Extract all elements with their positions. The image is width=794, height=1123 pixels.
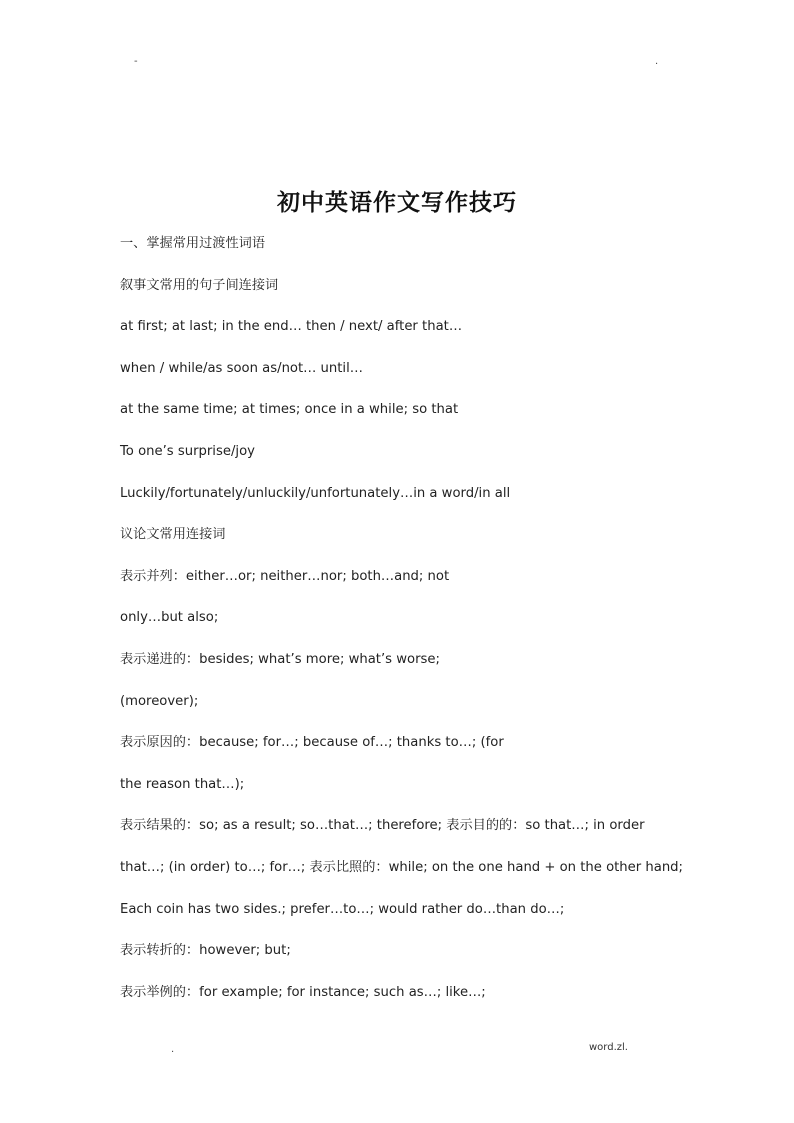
- header-left-mark: -: [134, 56, 138, 67]
- text-line: To one’s surprise/joy: [120, 443, 255, 459]
- subsection-heading: 议论文常用连接词: [120, 527, 226, 543]
- text-line: 表示结果的：so; as a result; so…that…; therefore; 表示目的的：so that…; in order: [120, 818, 645, 834]
- section-heading: 一、掌握常用过渡性词语: [120, 236, 266, 251]
- text-line: 表示并列：either…or; neither…nor; both…and; not: [120, 568, 450, 584]
- footer-right-mark: word.zl.: [589, 1042, 628, 1053]
- document-title: 初中英语作文写作技巧: [277, 190, 517, 216]
- text-line: at first; at last; in the end… then / next/ after that…: [120, 319, 463, 335]
- text-line: that…; (in order) to…; for…; 表示比照的：while; on the one hand + on the other hand;: [120, 859, 683, 875]
- text-line: 表示举例的：for example; for instance; such as…; like…;: [120, 984, 486, 1000]
- text-line: the reason that…);: [120, 776, 245, 792]
- document-body: [120, 234, 720, 1024]
- header-right-mark: .: [655, 56, 659, 67]
- text-line: (moreover);: [120, 693, 199, 709]
- text-line: only…but also;: [120, 610, 219, 626]
- footer-left-mark: .: [171, 1044, 175, 1055]
- text-line: 表示转折的：however; but;: [120, 943, 291, 959]
- text-line: Each coin has two sides.; prefer…to…; would rather do…than do…;: [120, 901, 565, 917]
- text-line: 表示递进的：besides; what’s more; what’s worse;: [120, 651, 440, 667]
- text-line: 表示原因的：because; for…; because of…; thanks to…; (for: [120, 735, 504, 751]
- subsection-heading: 叙事文常用的句子间连接词: [120, 277, 279, 293]
- text-line: Luckily/fortunately/unluckily/unfortunately…in a word/in all: [120, 485, 511, 501]
- text-line: at the same time; at times; once in a while; so that: [120, 402, 459, 418]
- text-line: when / while/as soon as/not… until…: [120, 360, 363, 376]
